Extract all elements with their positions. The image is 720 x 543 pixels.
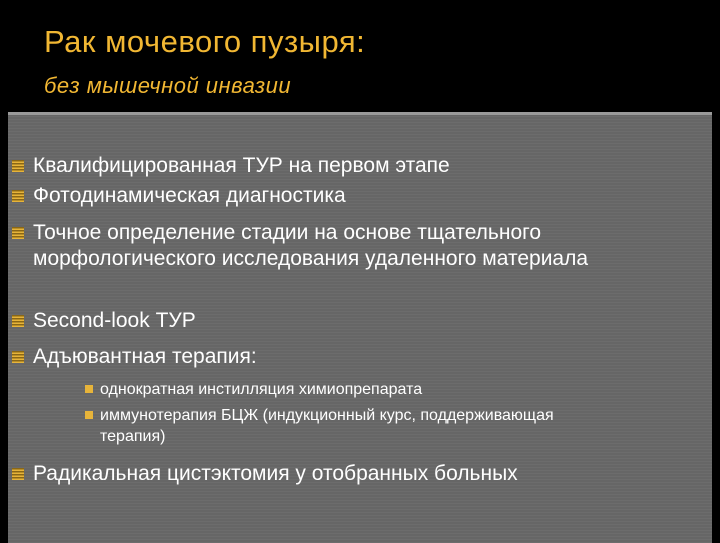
sub-bullet-text: однократная инстилляция химиопрепарата (100, 381, 423, 398)
slide-subtitle: без мышечной инвазии (44, 73, 292, 98)
sub-bullet-text: иммунотерапия БЦЖ (индукционный курс, поддерживающая терапия) (100, 407, 554, 445)
bullet-item (8, 153, 708, 179)
bullet-marker-icon (12, 190, 24, 202)
bullet-marker-icon (12, 160, 24, 172)
slide-title: Рак мочевого пузыря: (44, 24, 366, 59)
sub-bullet-marker-icon (85, 411, 93, 419)
bullet-text: Квалифицированная ТУР на первом этапе (33, 154, 450, 177)
bullet-text: Адъювантная терапия: (33, 345, 257, 368)
bullet-text: Фотодинамическая диагностика (33, 184, 346, 207)
sub-bullet-marker-icon (85, 385, 93, 393)
bullet-item (8, 461, 708, 487)
bullet-marker-icon (12, 468, 24, 480)
sub-bullet-item (8, 379, 708, 400)
slide-header (0, 0, 720, 110)
bullet-item (8, 220, 708, 272)
bullet-text: Радикальная цистэктомия у отобранных больных (33, 462, 518, 485)
bullet-item (8, 183, 708, 209)
bullet-marker-icon (12, 227, 24, 239)
bullet-text: Точное определение стадии на основе тщательного морфологического исследования удаленного материала (33, 221, 589, 270)
bullet-marker-icon (12, 351, 24, 363)
bullet-text: Second-look ТУР (33, 309, 196, 332)
bullet-item (8, 308, 708, 334)
bullet-item (8, 344, 708, 370)
slide-content (8, 112, 712, 543)
sub-bullet-item (8, 405, 708, 447)
bullet-marker-icon (12, 315, 24, 327)
